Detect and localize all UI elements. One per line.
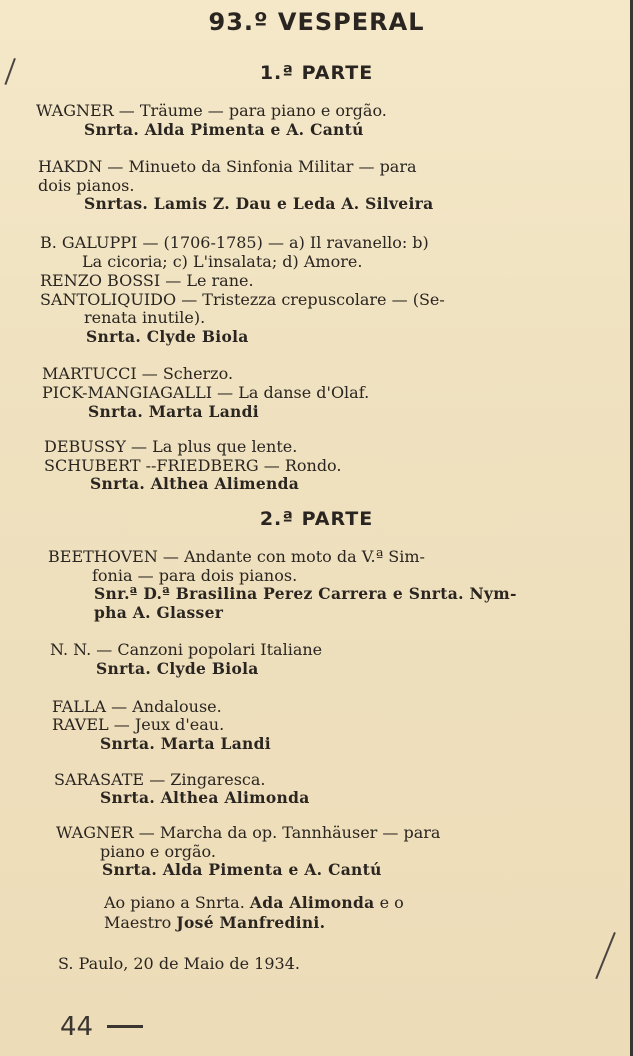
program-line: RAVEL — Jeux d'eau. — [52, 715, 225, 734]
pencil-mark-right — [595, 932, 616, 979]
program-line: MARTUCCI — Scherzo. — [42, 364, 234, 383]
program-line: SARASATE — Zingaresca. — [54, 770, 266, 789]
accompaniment-line — [104, 894, 404, 912]
program-line: renata inutile). — [84, 308, 206, 327]
performer-line: Snrta. Althea Alimenda — [90, 474, 300, 493]
accompaniment-text: Maestro — [104, 913, 172, 932]
performer-line: Snrta. Alda Pimenta e A. Cantú — [84, 120, 364, 139]
performer-line: Snrta. Marta Landi — [88, 402, 259, 421]
program-line: B. GALUPPI — (1706-1785) — a) Il ravanello: b) — [40, 233, 429, 252]
program-line: WAGNER — Marcha da op. Tannhäuser — para — [56, 823, 441, 842]
performer-line: Snrtas. Lamis Z. Dau e Leda A. Silveira — [84, 194, 434, 213]
performer-line: Snr.ª D.ª Brasilina Perez Carrera e Snrta. Nym- — [94, 584, 517, 603]
maestro-name: José Manfredini. — [176, 913, 326, 932]
accompaniment-text: Ao piano a Snrta. — [104, 893, 245, 912]
program-line: piano e orgão. — [100, 842, 216, 861]
performer-line: Snrta. Clyde Biola — [96, 659, 259, 678]
program-line: PICK-MANGIAGALLI — La danse d'Olaf. — [42, 383, 370, 402]
accompaniment-line — [104, 914, 325, 932]
performer-line: pha A. Glasser — [94, 603, 224, 622]
program-line: WAGNER — Träume — para piano e orgão. — [36, 101, 387, 120]
program-line: DEBUSSY — La plus que lente. — [44, 437, 298, 456]
performer-line: Snrta. Marta Landi — [100, 734, 271, 753]
program-line: HAKDN — Minueto da Sinfonia Militar — para — [38, 157, 417, 176]
part-1-heading: 1.ª PARTE — [259, 62, 374, 84]
performer-line: Snrta. Alda Pimenta e A. Cantú — [102, 860, 382, 879]
program-line: La cicoria; c) L'insalata; d) Amore. — [82, 252, 363, 271]
page-number: 44 — [60, 1012, 94, 1042]
program-line: FALLA — Andalouse. — [52, 697, 222, 716]
part-2-heading: 2.ª PARTE — [259, 508, 374, 530]
accompaniment-text: e o — [379, 893, 404, 912]
performer-line: Snrta. Althea Alimonda — [100, 788, 310, 807]
page-number-dash — [107, 1025, 143, 1028]
program-line: BEETHOVEN — Andante con moto da V.ª Sim- — [48, 547, 425, 566]
program-line: dois pianos. — [38, 176, 135, 195]
program-line: SCHUBERT --FRIEDBERG — Rondo. — [44, 456, 342, 475]
program-line: N. N. — Canzoni popolari Italiane — [50, 640, 323, 659]
program-line: fonia — para dois pianos. — [92, 566, 298, 585]
accompanist-name: Ada Alimonda — [249, 893, 375, 912]
program-line: RENZO BOSSI — Le rane. — [40, 271, 254, 290]
performer-line: Snrta. Clyde Biola — [86, 327, 249, 346]
date-location: S. Paulo, 20 de Maio de 1934. — [58, 954, 300, 973]
page-title: 93.º VESPERAL — [208, 8, 425, 36]
program-line: SANTOLIQUIDO — Tristezza crepuscolare — (Se- — [40, 290, 445, 309]
